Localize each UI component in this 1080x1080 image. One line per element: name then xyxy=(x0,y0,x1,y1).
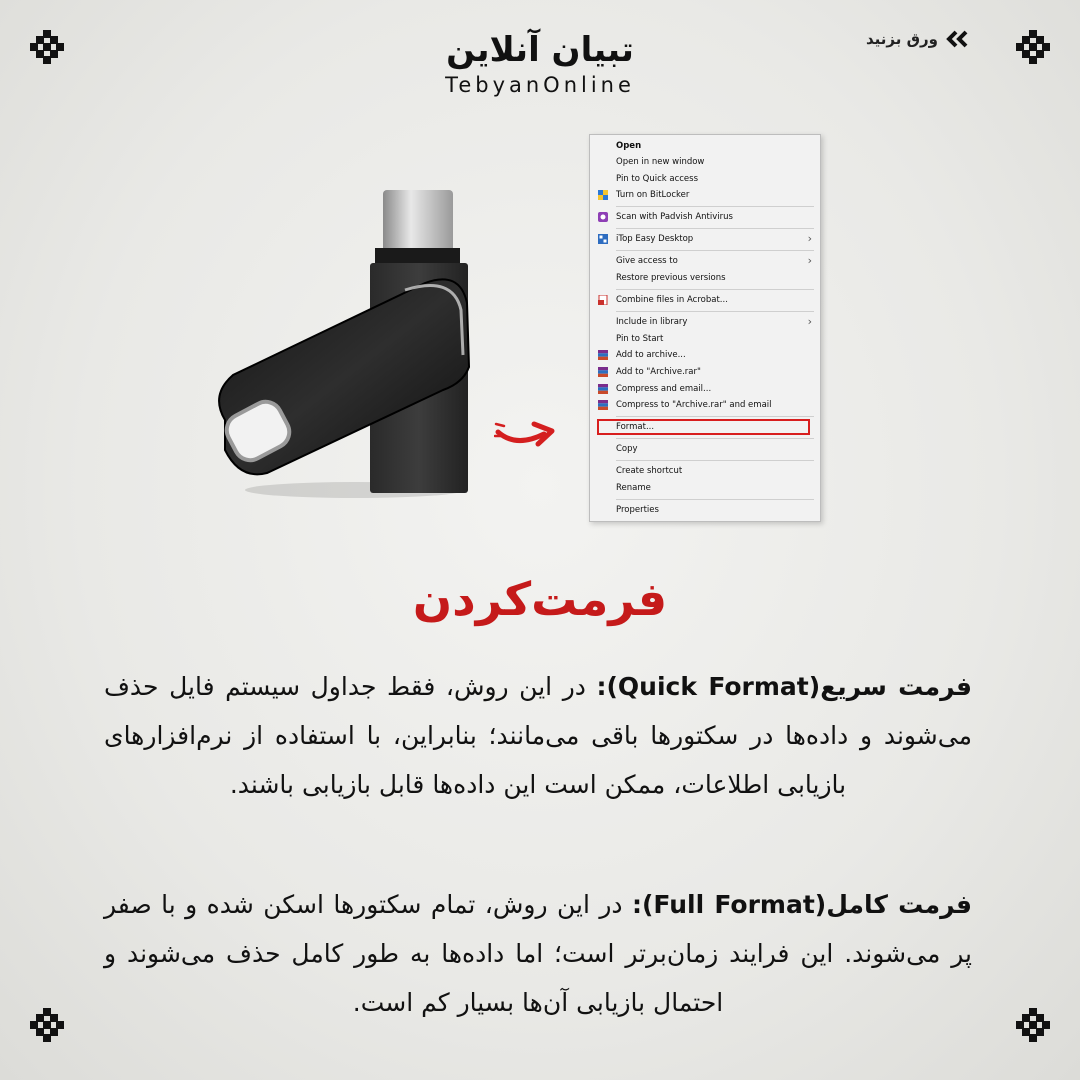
menu-item-label: Restore previous versions xyxy=(616,273,726,283)
chevron-right-icon: › xyxy=(807,315,812,328)
format-highlight-box xyxy=(597,419,810,435)
menu-item-include-library[interactable] xyxy=(590,314,820,330)
brand-logo xyxy=(0,28,1080,98)
full-format-paragraph xyxy=(104,880,972,1027)
menu-item-pin-start[interactable] xyxy=(590,331,820,347)
chevron-right-icon: › xyxy=(807,254,812,267)
menu-item-label: Open in new window xyxy=(616,157,705,167)
winrar-icon xyxy=(598,400,608,410)
menu-item-label: Add to "Archive.rar" xyxy=(616,367,701,377)
menu-item-label: Copy xyxy=(616,444,638,454)
menu-item-pin-quick-access[interactable] xyxy=(590,171,820,187)
winrar-icon xyxy=(598,384,608,394)
paragraph-body: در این روش، تمام سکتورها اسکن شده و با صفر پر می‌شوند. این فرایند زمان‌برتر است؛ اما داده‌ها به طور کامل حذف می‌شوند و احتمال بازیابی آن‌ها بسیار کم است. xyxy=(104,890,972,1017)
shield-icon xyxy=(598,190,608,200)
paragraph-body: در این روش، فقط جداول سیستم فایل حذف می‌شوند و داده‌ها در سکتورها باقی می‌مانند؛ بنابراین، با استفاده از نرم‌افزارهای بازیابی اطلاعات، ممکن است این داده‌ها قابل بازیابی باشند. xyxy=(104,672,972,799)
chevron-right-icon: › xyxy=(807,232,812,245)
menu-item-label: iTop Easy Desktop xyxy=(616,234,694,244)
menu-separator xyxy=(616,416,814,417)
menu-item-label: Scan with Padvish Antivirus xyxy=(616,212,733,222)
menu-item-itop[interactable] xyxy=(590,231,820,247)
ornament-dot xyxy=(50,1014,58,1022)
menu-item-restore-versions[interactable] xyxy=(590,270,820,286)
menu-item-bitlocker[interactable] xyxy=(590,187,820,203)
menu-item-label: Open xyxy=(616,141,642,151)
menu-item-open-new-window[interactable] xyxy=(590,154,820,170)
usb-flash-drive-image xyxy=(205,185,495,505)
menu-item-create-shortcut[interactable] xyxy=(590,463,820,479)
menu-item-copy[interactable] xyxy=(590,441,820,457)
antivirus-icon xyxy=(598,212,608,222)
menu-item-label: Format... xyxy=(616,422,655,432)
paragraph-heading: فرمت کامل(Full Format): xyxy=(631,890,972,919)
winrar-icon xyxy=(598,367,608,377)
acrobat-icon xyxy=(598,295,608,305)
menu-separator xyxy=(616,228,814,229)
menu-item-label: Compress and email... xyxy=(616,384,712,394)
menu-item-label: Pin to Quick access xyxy=(616,174,699,184)
menu-item-padvish[interactable] xyxy=(590,209,820,225)
menu-item-label: Give access to xyxy=(616,256,678,266)
swipe-label: ورق بزنید xyxy=(866,30,938,48)
ornament-dot xyxy=(36,1028,44,1036)
winrar-icon xyxy=(598,350,608,360)
menu-separator xyxy=(616,311,814,312)
arrow-right-icon xyxy=(494,418,556,450)
menu-item-label: Pin to Start xyxy=(616,334,664,344)
menu-item-acrobat[interactable] xyxy=(590,292,820,308)
menu-separator xyxy=(616,206,814,207)
menu-item-add-archive-rar[interactable] xyxy=(590,364,820,380)
desktop-icon xyxy=(598,234,608,244)
quick-format-paragraph xyxy=(104,662,972,809)
menu-separator xyxy=(616,460,814,461)
page-title: فرمت‌کردن xyxy=(412,572,668,626)
menu-item-label: Combine files in Acrobat... xyxy=(616,295,728,305)
paragraph-heading: فرمت سریع(Quick Format): xyxy=(596,672,972,701)
menu-item-label: Compress to "Archive.rar" and email xyxy=(616,400,772,410)
menu-item-label: Rename xyxy=(616,483,651,493)
logo-english: TebyanOnline xyxy=(445,73,635,97)
menu-item-open[interactable] xyxy=(590,138,820,154)
menu-item-properties[interactable] xyxy=(590,502,820,518)
ornament-dot xyxy=(1036,1014,1044,1022)
menu-item-add-archive[interactable] xyxy=(590,347,820,363)
menu-item-label: Include in library xyxy=(616,317,688,327)
ornament-dot xyxy=(1022,1014,1030,1022)
ornament-dot xyxy=(50,1028,58,1036)
corner-ornament-bottom-left xyxy=(30,1008,64,1042)
logo-persian: تبیان آنلاین xyxy=(446,30,634,70)
menu-item-label: Properties xyxy=(616,505,659,515)
ornament-dot xyxy=(1036,1028,1044,1036)
context-menu xyxy=(589,134,821,522)
menu-item-compress-email[interactable] xyxy=(590,381,820,397)
ornament-dot xyxy=(36,1014,44,1022)
menu-separator xyxy=(616,438,814,439)
menu-item-give-access[interactable] xyxy=(590,253,820,269)
menu-item-label: Turn on BitLocker xyxy=(616,190,690,200)
menu-item-label: Create shortcut xyxy=(616,466,683,476)
menu-item-label: Add to archive... xyxy=(616,350,686,360)
ornament-dot xyxy=(1022,1028,1030,1036)
menu-separator xyxy=(616,289,814,290)
menu-separator xyxy=(616,250,814,251)
menu-item-rename[interactable] xyxy=(590,480,820,496)
menu-item-compress-rar-email[interactable] xyxy=(590,397,820,413)
corner-ornament-bottom-right xyxy=(1016,1008,1050,1042)
menu-separator xyxy=(616,499,814,500)
